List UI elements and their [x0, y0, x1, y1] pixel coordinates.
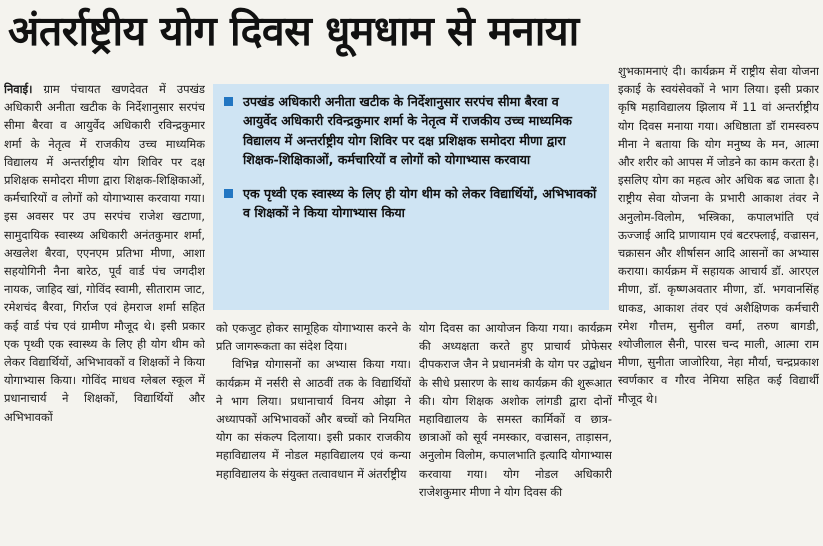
highlight-item — [243, 92, 597, 170]
square-bullet-icon — [224, 97, 233, 106]
square-bullet-icon — [224, 189, 233, 198]
highlight-text: उपखंड अधिकारी अनीता खटीक के निर्देशानुसार सरपंच सीमा बैरवा व आयुर्वेद अधिकारी रविन्द्रकुमार शर्मा के नेतृत्व में राजकीय उच्च माध्यमिक विद्यालय में अन्तर्राष्ट्रीय योग शिविर पर दक्ष प्रशिक्षक समोदरा मीणा द्वारा शिक्षक-शिक्षिकाओं, कर्मचारियों व लोगों को योगाभ्यास करवाया — [243, 94, 572, 168]
article-paragraph: को एकजुट होकर सामूहिक योगाभ्यास करने के प्रति जागरूकता का संदेश दिया। — [216, 321, 411, 354]
headline: अंतर्राष्ट्रीय योग दिवस धूमधाम से मनाया — [8, 7, 579, 55]
highlight-box — [213, 84, 609, 310]
article-column-4 — [618, 62, 819, 546]
highlight-text: एक पृथ्वी एक स्वास्थ्य के लिए ही योग थीम को लेकर विद्यार्थियों, अभिभावकों व शिक्षकों ने किया योगाभ्यास किया — [243, 185, 597, 221]
dateline: निवाई। — [4, 82, 33, 96]
highlight-item — [243, 184, 597, 223]
article-paragraph: शुभकामनाएं दी। कार्यक्रम में राष्ट्रीय सेवा योजना इकाई के स्वयंसेवकों ने भाग लिया। इसी प्रकार कृषि महाविद्यालय झिलाय में 11 वां अन्तर्राष्ट्रीय योग दिवस मनाया गया। अधिष्ठाता डॉ रामस्वरुप मीना ने बताया कि योग मनुष्य के मन, आत्मा और शरीर को आपस में जोडने का काम करता है। इसलिए योग का महत्व ओर अधिक बढ जाता है। राष्ट्रीय सेवा योजना के प्रभारी आकाश तंवर ने अनुलोम-विलोम, भस्त्रिका, कपालभांति एवं ऊज्जाई आदि प्राणायाम एवं बटरफ्लाई, वज्रासन, चक्रासन और शीर्षासन आदि आसनों का अभ्यास कराया। कार्यक्रम में सहायक आचार्य डॉ. आरएल मीणा, डॉ. कृष्णअवतार मीणा, डॉ. भगवानसिंह धाकड, आकाश तंवर एवं अशैक्षिणक कर्मचारी रमेश गौत्तम, सुनील वर्मा, तरुण बागडी, श्योजीलाल सैनी, पारस चन्द माली, आत्मा राम मीणा, सुनीता जाजोरिया, नेहा मौर्या, चन्द्रप्रकाश स्वर्णकार व गौरव नेमिया सहित कई विद्यार्थी मौजूद थे। — [618, 64, 819, 406]
article-paragraph: विभिन्न योगासनों का अभ्यास किया गया। कार्यक्रम में नर्सरी से आठवीं तक के विद्यार्थियों ने भाग लिया। प्रधानाचार्य विनय ओझा ने अध्यापकों अभिभावकों और बच्चों को नियमित योग का संकल्प दिलाया। इसी प्रकार राजकीय महाविद्यालय में नोडल महाविद्यालय एवं कन्या महाविद्यालय के संयुक्त तत्वावधान में अंतर्राष्ट्रीय — [216, 357, 411, 481]
paragraph-text: ग्राम पंचायत खणदेवत में उपखंड अधिकारी अनीता खटीक के निर्देशानुसार सरपंच सीमा बैरवा व आयुर्वेद अधिकारी रविन्द्रकुमार शर्मा के नेतृत्व में राजकीय उच्च माध्यमिक विद्यालय में अन्तर्राष्ट्रीय योग शिविर पर दक्ष प्रशिक्षक समोदरा मीणा द्वारा शिक्षक-शिक्षिकाओं, कर्मचारियों व लोगों को योगाभ्यास करवाया गया। इस अवसर पर उप सरपंच राजेश खटाणा, सामुदायिक स्वास्थ्य अधिकारी अनंतकुमार शर्मा, अखलेश बैरवा, एएनएम प्रतिभा मीणा, आशा सहयोगिनी नैना बारेठ, पूर्व वार्ड पंच जगदीश नायक, जाहिद खां, गोविंद स्वामी, सीताराम जाट, रमेशचंद बैरवा, गिर्राज एवं हेमराज शर्मा सहित कई वार्ड पंच एवं ग्रामीण मौजूद थे। इसी प्रकार एक पृथ्वी एक स्वास्थ्य के लिए ही योग थीम को लेकर विद्यार्थियों, अभिभावकों व शिक्षकों ने किया योगाभ्यास किया। गोविंद माधव ग्लेबल स्कूल में प्रधानाचार्य ने शिक्षकों, विद्यार्थियों और अभिभावकों — [4, 82, 205, 424]
article-column-3 — [419, 319, 612, 546]
article-paragraph — [4, 80, 205, 426]
article-column-1 — [4, 80, 205, 546]
article-paragraph: योग दिवस का आयोजन किया गया। कार्यक्रम की अध्यक्षता करते हुए प्राचार्य प्रोफेसर दीपकराज जैन ने प्रधानमंत्री के योग पर उद्बोधन के सीधे प्रसारण के साथ कार्यक्रम की शुरूआत की। योग शिक्षक अशोक लांगडी द्वारा दोनों महाविद्यालय के समस्त कार्मिकों व छात्र-छात्राओं को सूर्य नमस्कार, वज्रासन, ताड़ासन, अनुलोम विलोम, कपालभाति इत्यादि योगाभ्यास करवाया गया। योग नोडल अधिकारी राजेशकुमार मीणा ने योग दिवस की — [419, 321, 612, 499]
article-column-2 — [216, 319, 411, 546]
